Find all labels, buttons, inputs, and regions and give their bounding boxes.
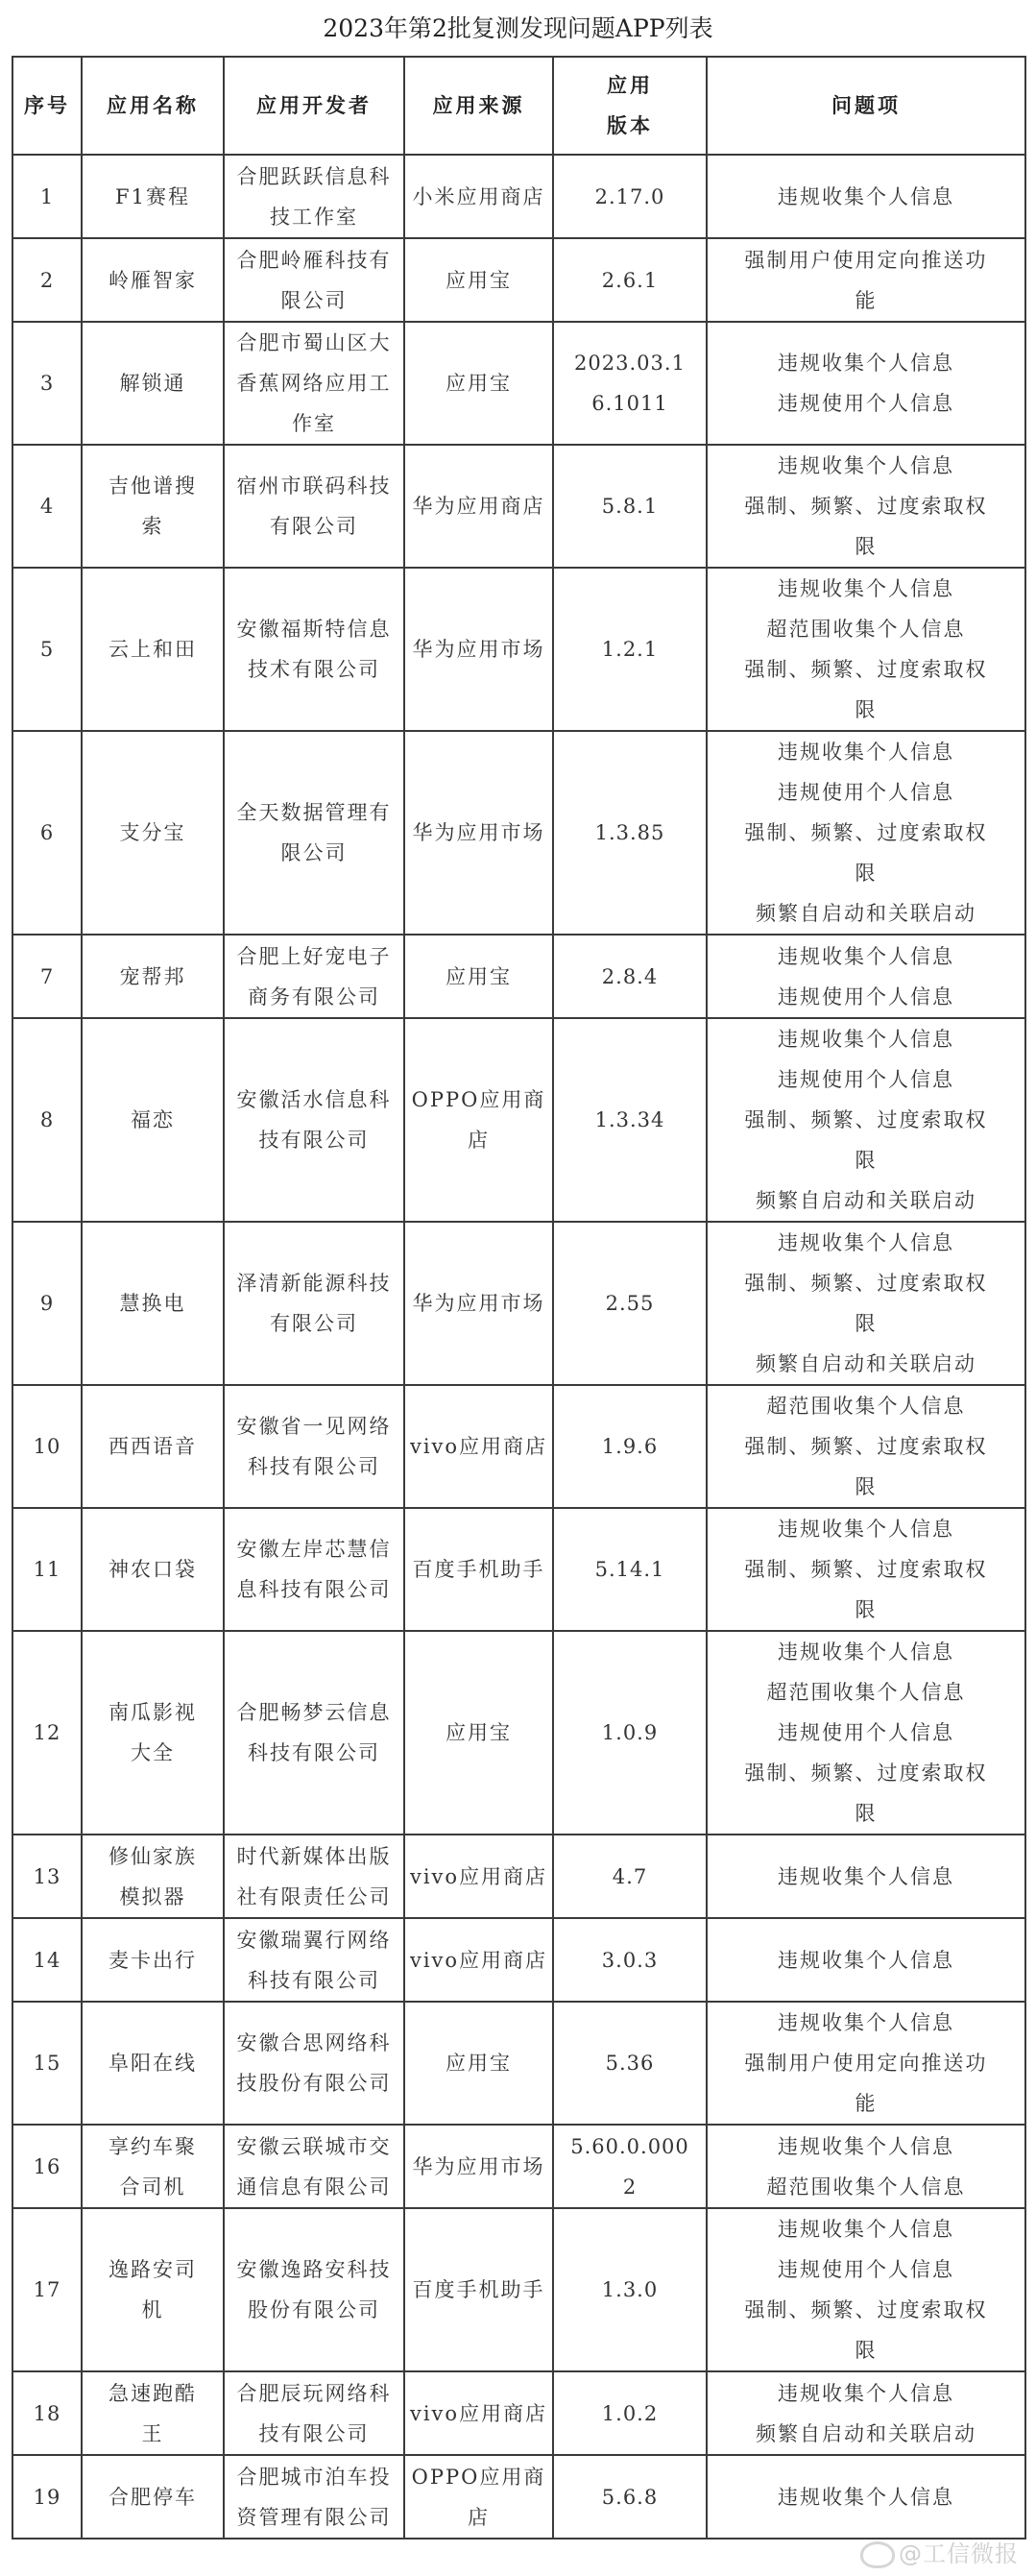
cell-developer xyxy=(224,1835,404,1918)
cell-developer xyxy=(224,1918,404,2002)
table-row xyxy=(12,1385,1025,1508)
developer-line: 资管理有限公司 xyxy=(236,2505,392,2529)
developer-line: 限公司 xyxy=(280,288,348,312)
issue-line: 强制用户使用定向推送功 xyxy=(744,2052,988,2075)
cell-issues xyxy=(707,445,1025,568)
issue-line: 强制、频繁、过度索取权 xyxy=(744,495,988,518)
cell-no: 15 xyxy=(12,2002,82,2125)
version-line: 6.1011 xyxy=(591,392,668,415)
cell-source: 华为应用市场 xyxy=(404,1222,553,1385)
cell-version xyxy=(553,2125,707,2208)
watermark xyxy=(860,2535,1019,2568)
cell-app-name xyxy=(82,445,224,568)
cell-version xyxy=(553,2002,707,2125)
header-version xyxy=(553,57,707,155)
cell-version xyxy=(553,1018,707,1222)
table-row xyxy=(12,2455,1025,2539)
issue-line: 能 xyxy=(855,288,878,312)
cell-app-name xyxy=(82,1385,224,1508)
cell-developer xyxy=(224,1385,404,1508)
developer-line: 宿州市联码科技 xyxy=(236,474,392,498)
table-row xyxy=(12,1222,1025,1385)
issue-line: 违规收集个人信息 xyxy=(778,2218,954,2241)
cell-source: 应用宝 xyxy=(404,2002,553,2125)
table-row xyxy=(12,238,1025,322)
developer-line: 香蕉网络应用工 xyxy=(236,372,392,395)
cell-issues xyxy=(707,2371,1025,2455)
issue-line: 违规使用个人信息 xyxy=(778,781,954,804)
cell-source: 应用宝 xyxy=(404,935,553,1018)
cell-developer xyxy=(224,322,404,445)
cell-issues xyxy=(707,322,1025,445)
app-name-line: 麦卡出行 xyxy=(108,1948,197,1972)
issue-line: 能 xyxy=(855,2092,878,2115)
table-row xyxy=(12,2002,1025,2125)
header-name: 应用名称 xyxy=(82,57,224,155)
issue-line: 强制、频繁、过度索取权 xyxy=(744,821,988,844)
app-name-line: 慧换电 xyxy=(119,1292,186,1315)
developer-line: 技有限公司 xyxy=(258,2421,370,2445)
issue-line: 强制、频繁、过度索取权 xyxy=(744,1762,988,1785)
cell-version xyxy=(553,1835,707,1918)
table-row xyxy=(12,731,1025,935)
cell-issues xyxy=(707,1222,1025,1385)
developer-line: 合肥市蜀山区大 xyxy=(236,331,392,354)
issue-line: 违规使用个人信息 xyxy=(778,1068,954,1091)
issue-line: 超范围收集个人信息 xyxy=(766,1681,966,1704)
developer-line: 技股份有限公司 xyxy=(236,2072,392,2095)
cell-developer xyxy=(224,1631,404,1835)
issue-line: 违规收集个人信息 xyxy=(778,2134,954,2158)
issue-line: 强制用户使用定向推送功 xyxy=(744,248,988,272)
table-row xyxy=(12,155,1025,238)
version-line: 1.3.34 xyxy=(594,1108,665,1131)
cell-source: 小米应用商店 xyxy=(404,155,553,238)
issue-line: 违规收集个人信息 xyxy=(778,1640,954,1664)
cell-app-name xyxy=(82,731,224,935)
cell-developer xyxy=(224,2371,404,2455)
developer-line: 安徽活水信息科 xyxy=(236,1088,392,1111)
cell-source: 应用宝 xyxy=(404,238,553,322)
developer-line: 作室 xyxy=(292,412,336,435)
developer-line: 有限公司 xyxy=(270,515,358,538)
cell-no: 6 xyxy=(12,731,82,935)
cell-app-name xyxy=(82,2371,224,2455)
header-version-line1: 应用 xyxy=(607,73,653,97)
table-row xyxy=(12,2208,1025,2371)
table-row xyxy=(12,322,1025,445)
cell-no: 18 xyxy=(12,2371,82,2455)
app-name-line: 宠帮邦 xyxy=(119,964,186,988)
cell-app-name xyxy=(82,1222,224,1385)
cell-developer xyxy=(224,2125,404,2208)
cell-no: 5 xyxy=(12,568,82,731)
developer-line: 安徽福斯特信息 xyxy=(236,618,392,641)
issue-line: 限 xyxy=(855,1475,878,1498)
developer-line: 泽清新能源科技 xyxy=(236,1272,392,1295)
cell-issues xyxy=(707,935,1025,1018)
cell-developer xyxy=(224,2208,404,2371)
issue-line: 频繁自启动和关联启动 xyxy=(756,1352,976,1375)
issue-line: 违规收集个人信息 xyxy=(778,2011,954,2034)
issue-line: 违规收集个人信息 xyxy=(778,184,954,208)
table-row xyxy=(12,1508,1025,1631)
cell-developer xyxy=(224,445,404,568)
cell-app-name xyxy=(82,1018,224,1222)
cell-issues xyxy=(707,2002,1025,2125)
app-name-line: 南瓜影视 xyxy=(108,1701,197,1724)
cell-developer xyxy=(224,155,404,238)
cell-no: 2 xyxy=(12,238,82,322)
issue-line: 强制、频繁、过度索取权 xyxy=(744,1272,988,1295)
app-name-line: 修仙家族 xyxy=(108,1844,197,1868)
cell-source: 华为应用市场 xyxy=(404,2125,553,2208)
app-name-line: 逸路安司 xyxy=(108,2258,197,2281)
version-line: 5.14.1 xyxy=(594,1558,665,1581)
cell-app-name xyxy=(82,2455,224,2539)
app-name-line: 索 xyxy=(141,515,164,538)
issue-line: 违规收集个人信息 xyxy=(778,1028,954,1051)
developer-line: 安徽云联城市交 xyxy=(236,2134,392,2158)
cell-no: 4 xyxy=(12,445,82,568)
version-line: 1.0.9 xyxy=(601,1721,659,1744)
cell-app-name xyxy=(82,1835,224,1918)
header-version-line2: 版本 xyxy=(607,113,653,137)
version-line: 1.3.0 xyxy=(601,2278,659,2301)
cell-developer xyxy=(224,935,404,1018)
developer-line: 科技有限公司 xyxy=(248,1455,380,1478)
cell-version xyxy=(553,155,707,238)
cell-issues xyxy=(707,1385,1025,1508)
version-line: 1.0.2 xyxy=(601,2401,659,2425)
version-line: 4.7 xyxy=(612,1864,648,1888)
version-line: 1.3.85 xyxy=(594,821,665,844)
cell-no: 8 xyxy=(12,1018,82,1222)
app-name-line: 王 xyxy=(141,2421,164,2445)
table-row xyxy=(12,1918,1025,2002)
cell-source: vivo应用商店 xyxy=(404,2371,553,2455)
cell-app-name xyxy=(82,2208,224,2371)
issue-line: 违规收集个人信息 xyxy=(778,944,954,968)
issue-line: 违规收集个人信息 xyxy=(778,577,954,600)
cell-version xyxy=(553,1508,707,1631)
cell-developer xyxy=(224,2455,404,2539)
cell-no: 12 xyxy=(12,1631,82,1835)
header-issues: 问题项 xyxy=(707,57,1025,155)
issue-line: 违规收集个人信息 xyxy=(778,1518,954,1541)
issue-line: 强制、频繁、过度索取权 xyxy=(744,1435,988,1458)
issue-line: 违规使用个人信息 xyxy=(778,984,954,1009)
table-row xyxy=(12,1835,1025,1918)
developer-line: 安徽左岸芯慧信 xyxy=(236,1538,392,1561)
app-name-line: 福恋 xyxy=(131,1108,175,1131)
developer-line: 时代新媒体出版 xyxy=(236,1844,392,1868)
developer-line: 商务有限公司 xyxy=(248,984,380,1009)
app-name-line: 解锁通 xyxy=(119,372,186,395)
cell-version xyxy=(553,935,707,1018)
developer-line: 安徽合思网络科 xyxy=(236,2031,392,2054)
cell-source: 百度手机助手 xyxy=(404,1508,553,1631)
issue-line: 频繁自启动和关联启动 xyxy=(756,902,976,925)
version-line: 2.17.0 xyxy=(594,184,665,208)
issue-line: 违规收集个人信息 xyxy=(778,2485,954,2509)
issue-line: 限 xyxy=(855,2339,878,2362)
header-no: 序号 xyxy=(12,57,82,155)
cell-version xyxy=(553,731,707,935)
issue-line: 违规使用个人信息 xyxy=(778,1721,954,1744)
cell-issues xyxy=(707,1018,1025,1222)
cell-issues xyxy=(707,238,1025,322)
cell-app-name xyxy=(82,1508,224,1631)
cell-source: 应用宝 xyxy=(404,1631,553,1835)
cell-app-name xyxy=(82,1631,224,1835)
app-list-table xyxy=(12,56,1026,2540)
table-row xyxy=(12,1018,1025,1222)
cell-app-name xyxy=(82,568,224,731)
version-line: 2.55 xyxy=(605,1292,655,1315)
cell-version xyxy=(553,1918,707,2002)
table-body xyxy=(12,155,1025,2539)
app-name-line: 神农口袋 xyxy=(108,1558,197,1581)
cell-version xyxy=(553,1631,707,1835)
cell-version xyxy=(553,568,707,731)
issue-line: 违规收集个人信息 xyxy=(778,741,954,764)
developer-line: 合肥城市泊车投 xyxy=(236,2465,392,2489)
version-line: 5.8.1 xyxy=(601,495,659,518)
cell-issues xyxy=(707,1508,1025,1631)
cell-developer xyxy=(224,1508,404,1631)
developer-line: 技有限公司 xyxy=(258,1129,370,1152)
developer-line: 通信息有限公司 xyxy=(236,2175,392,2199)
app-name-line: 支分宝 xyxy=(119,821,186,844)
table-row xyxy=(12,935,1025,1018)
app-name-line: 西西语音 xyxy=(108,1435,197,1458)
cell-version xyxy=(553,2455,707,2539)
cell-source: OPPO应用商店 xyxy=(404,2455,553,2539)
issue-line: 超范围收集个人信息 xyxy=(766,618,966,641)
version-line: 1.9.6 xyxy=(601,1435,659,1458)
issue-line: 限 xyxy=(855,698,878,721)
cell-app-name xyxy=(82,2002,224,2125)
developer-line: 技术有限公司 xyxy=(248,658,380,681)
cell-app-name xyxy=(82,322,224,445)
app-name-line: 模拟器 xyxy=(119,1884,186,1908)
header-developer: 应用开发者 xyxy=(224,57,404,155)
cell-version xyxy=(553,2371,707,2455)
cell-source: 百度手机助手 xyxy=(404,2208,553,2371)
cell-no: 9 xyxy=(12,1222,82,1385)
developer-line: 安徽逸路安科技 xyxy=(236,2258,392,2281)
version-line: 5.6.8 xyxy=(601,2485,659,2509)
cell-no: 3 xyxy=(12,322,82,445)
cell-version xyxy=(553,238,707,322)
table-row xyxy=(12,2371,1025,2455)
cell-no: 13 xyxy=(12,1835,82,1918)
cell-developer xyxy=(224,2002,404,2125)
cell-version xyxy=(553,322,707,445)
cell-developer xyxy=(224,568,404,731)
cell-issues xyxy=(707,2125,1025,2208)
cell-version xyxy=(553,2208,707,2371)
developer-line: 科技有限公司 xyxy=(248,1968,380,1992)
cell-no: 14 xyxy=(12,1918,82,2002)
page-title: 2023年第2批复测发现问题APP列表 xyxy=(323,14,713,42)
cell-issues xyxy=(707,1631,1025,1835)
cell-issues xyxy=(707,731,1025,935)
developer-line: 全天数据管理有 xyxy=(236,801,392,824)
version-line: 5.60.0.000 xyxy=(570,2134,689,2158)
issue-line: 违规收集个人信息 xyxy=(778,1864,954,1888)
cell-issues xyxy=(707,2455,1025,2539)
cell-app-name xyxy=(82,1918,224,2002)
cell-no: 11 xyxy=(12,1508,82,1631)
version-line: 2.8.4 xyxy=(601,964,659,988)
developer-line: 股份有限公司 xyxy=(248,2298,380,2321)
issue-line: 违规使用个人信息 xyxy=(778,392,954,415)
issue-line: 违规收集个人信息 xyxy=(778,1231,954,1254)
cell-issues xyxy=(707,2208,1025,2371)
app-name-line: 享约车聚 xyxy=(108,2134,197,2158)
cell-version xyxy=(553,1222,707,1385)
issue-line: 超范围收集个人信息 xyxy=(766,1395,966,1418)
version-line: 3.0.3 xyxy=(601,1948,659,1972)
issue-line: 频繁自启动和关联启动 xyxy=(756,1189,976,1212)
developer-line: 合肥上好宠电子 xyxy=(236,944,392,968)
issue-line: 限 xyxy=(855,862,878,885)
issue-line: 违规使用个人信息 xyxy=(778,2258,954,2281)
cell-version xyxy=(553,1385,707,1508)
table-row xyxy=(12,2125,1025,2208)
cell-source: vivo应用商店 xyxy=(404,1918,553,2002)
issue-line: 超范围收集个人信息 xyxy=(766,2175,966,2199)
issue-line: 限 xyxy=(855,1149,878,1172)
issue-line: 违规收集个人信息 xyxy=(778,454,954,477)
developer-line: 息科技有限公司 xyxy=(236,1578,392,1601)
developer-line: 安徽瑞翼行网络 xyxy=(236,1928,392,1952)
developer-line: 安徽省一见网络 xyxy=(236,1415,392,1438)
cell-source: 应用宝 xyxy=(404,322,553,445)
issue-line: 限 xyxy=(855,535,878,558)
developer-line: 科技有限公司 xyxy=(248,1741,380,1764)
developer-line: 合肥辰玩网络科 xyxy=(236,2381,392,2405)
table-header-row xyxy=(12,57,1025,155)
issue-line: 限 xyxy=(855,1312,878,1335)
cell-app-name xyxy=(82,2125,224,2208)
cell-version xyxy=(553,445,707,568)
issue-line: 频繁自启动和关联启动 xyxy=(756,2421,976,2445)
developer-line: 合肥岭雁科技有 xyxy=(236,248,392,272)
app-name-line: 阜阳在线 xyxy=(108,2052,197,2075)
cell-issues xyxy=(707,1918,1025,2002)
app-name-line: 合司机 xyxy=(119,2175,186,2199)
cell-developer xyxy=(224,731,404,935)
app-name-line: 机 xyxy=(141,2298,164,2321)
version-line: 5.36 xyxy=(605,2052,655,2075)
app-name-line: 云上和田 xyxy=(108,638,197,661)
issue-line: 违规收集个人信息 xyxy=(778,352,954,375)
cell-no: 1 xyxy=(12,155,82,238)
developer-line: 技工作室 xyxy=(270,205,358,229)
cell-no: 19 xyxy=(12,2455,82,2539)
weibo-logo-icon xyxy=(860,2541,895,2568)
version-line: 2.6.1 xyxy=(601,268,659,292)
issue-line: 强制、频繁、过度索取权 xyxy=(744,1558,988,1581)
issue-line: 限 xyxy=(855,1598,878,1621)
cell-issues xyxy=(707,568,1025,731)
cell-source: OPPO应用商店 xyxy=(404,1018,553,1222)
version-line: 2 xyxy=(622,2175,638,2199)
cell-app-name xyxy=(82,155,224,238)
app-name-line: F1赛程 xyxy=(115,184,190,208)
cell-no: 7 xyxy=(12,935,82,1018)
cell-issues xyxy=(707,155,1025,238)
issue-line: 违规收集个人信息 xyxy=(778,2381,954,2405)
developer-line: 限公司 xyxy=(280,841,348,864)
issue-line: 强制、频繁、过度索取权 xyxy=(744,658,988,681)
issue-line: 限 xyxy=(855,1802,878,1825)
version-line: 1.2.1 xyxy=(601,638,659,661)
watermark-text: @工信微报 xyxy=(899,2540,1019,2567)
cell-no: 16 xyxy=(12,2125,82,2208)
app-name-line: 急速跑酷 xyxy=(108,2381,197,2405)
cell-developer xyxy=(224,1222,404,1385)
cell-source: 华为应用商店 xyxy=(404,445,553,568)
cell-developer xyxy=(224,238,404,322)
header-source: 应用来源 xyxy=(404,57,553,155)
table-row xyxy=(12,568,1025,731)
issue-line: 强制、频繁、过度索取权 xyxy=(744,2298,988,2321)
cell-source: 华为应用市场 xyxy=(404,568,553,731)
cell-source: vivo应用商店 xyxy=(404,1835,553,1918)
table-row xyxy=(12,1631,1025,1835)
cell-issues xyxy=(707,1835,1025,1918)
issue-line: 强制、频繁、过度索取权 xyxy=(744,1108,988,1131)
cell-source: vivo应用商店 xyxy=(404,1385,553,1508)
cell-no: 10 xyxy=(12,1385,82,1508)
app-name-line: 岭雁智家 xyxy=(108,268,197,292)
cell-app-name xyxy=(82,935,224,1018)
developer-line: 合肥跃跃信息科 xyxy=(236,164,392,188)
app-name-line: 合肥停车 xyxy=(108,2485,197,2509)
cell-app-name xyxy=(82,238,224,322)
app-name-line: 大全 xyxy=(131,1741,175,1764)
issue-line: 违规收集个人信息 xyxy=(778,1948,954,1972)
developer-line: 合肥畅梦云信息 xyxy=(236,1701,392,1724)
cell-no: 17 xyxy=(12,2208,82,2371)
developer-line: 有限公司 xyxy=(270,1312,358,1335)
table-row xyxy=(12,445,1025,568)
cell-developer xyxy=(224,1018,404,1222)
cell-source: 华为应用市场 xyxy=(404,731,553,935)
app-name-line: 吉他谱搜 xyxy=(108,474,197,498)
version-line: 2023.03.1 xyxy=(574,352,686,375)
developer-line: 社有限责任公司 xyxy=(236,1884,392,1908)
